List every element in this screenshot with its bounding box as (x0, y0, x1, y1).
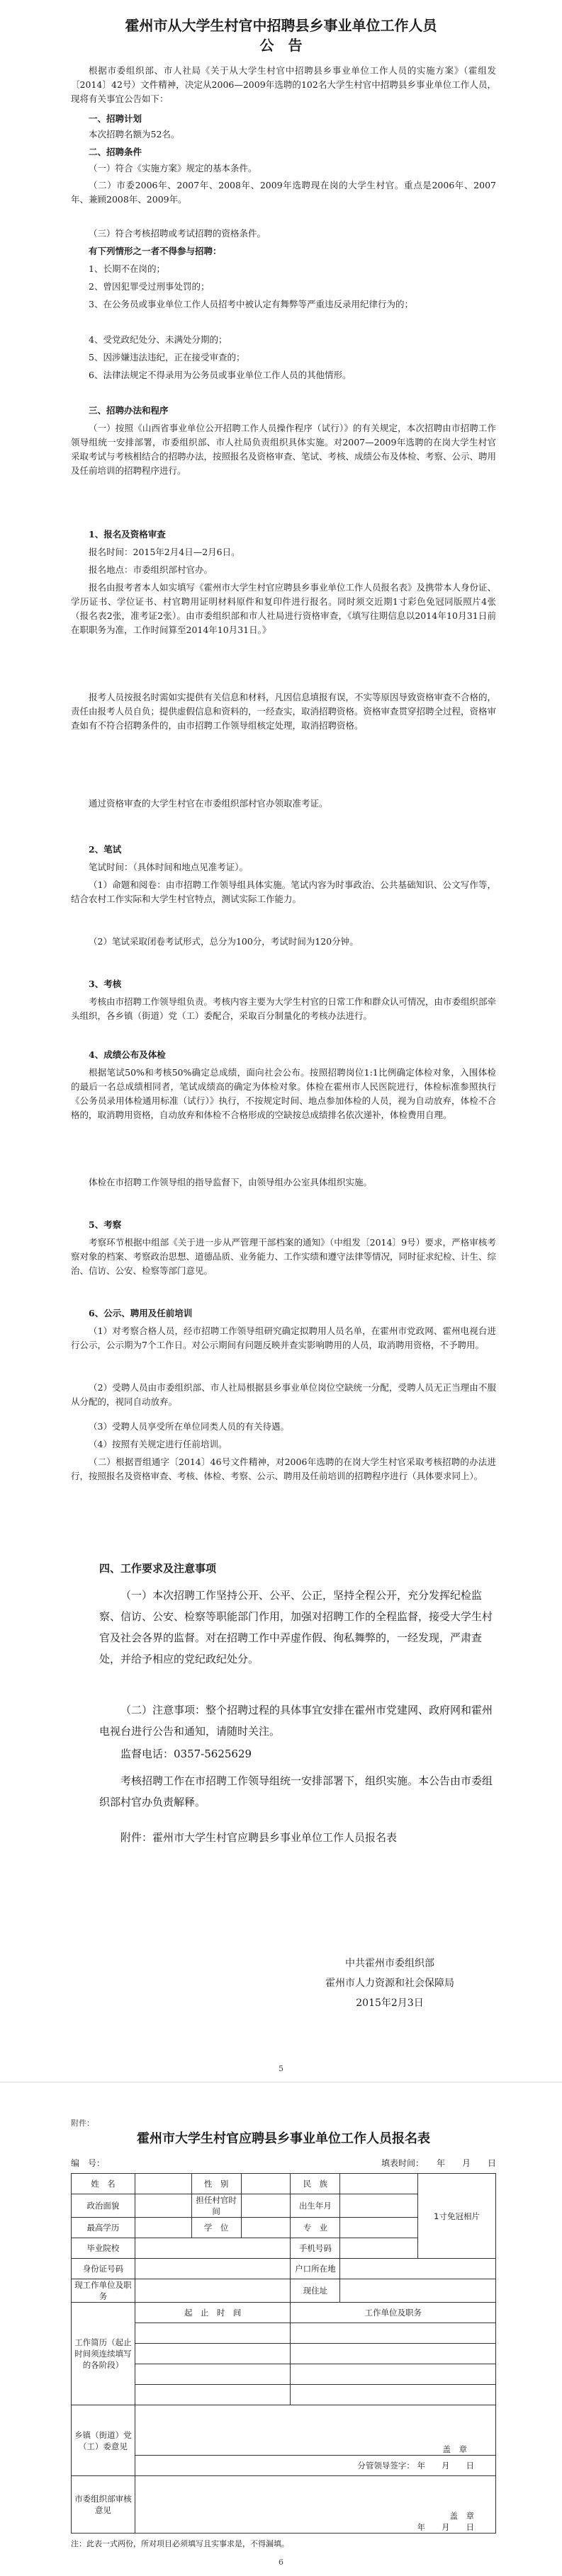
gender-field[interactable] (241, 2174, 291, 2194)
resume-unit-field[interactable] (291, 2344, 496, 2364)
intro-paragraph: 根据市委组织部、市人社局《关于从大学生村官中招聘县乡事业单位工作人员的实施方案》（霍组发〔2014〕42号）文件精神，决定从2006—2009年选聘的102名大学生村官中招聘县乡事业单位工作人员，现将有关事宜公告如下： (71, 65, 496, 104)
current-unit-label: 现工作单位及职务 (72, 2279, 135, 2303)
hukou-field[interactable] (340, 2259, 496, 2279)
s3-results-heading: 4、成绩公布及体检 (89, 1049, 166, 1060)
name-label: 姓 名 (72, 2174, 135, 2194)
start-date-field[interactable] (241, 2194, 291, 2218)
name-field[interactable] (135, 2174, 191, 2194)
s3-inspection-body: 考察环节根据中组部《关于进一步从严管理干部档案的通知》（中组发〔2014〕9号）要求，严格审核考察对象的档案、考察政治思想、道德品质、业务能力、工作实绩和遵守法律等情况，同时征求纪检、计生、综治、信访、公安、检察等部门意见。 (71, 1237, 497, 1276)
resume-label: 工作简历（起止时间须连续填写的各阶段） (72, 2303, 135, 2405)
degree-field[interactable] (241, 2218, 291, 2238)
s4-heading: 四、工作要求及注意事项 (99, 1562, 217, 1575)
mobile-label: 手机号码 (291, 2238, 340, 2259)
hukou-label: 户口所在地 (291, 2259, 340, 2279)
s4-item-2: （二）注意事项：整个招聘过程的具体事宜安排在霍州市党建网、政府网和霍州电视台进行公告和通知，请随时关注。 (99, 1704, 493, 1738)
doc-title: 霍州市从大学生村官中招聘县乡事业单位工作人员 (125, 17, 437, 34)
resume-unit-field[interactable] (291, 2364, 496, 2385)
form-attachment-prefix: 附件： (71, 2119, 94, 2128)
s3-assessment-heading: 3、考核 (89, 979, 122, 989)
unit-duty-header: 工作单位及职务 (291, 2303, 496, 2323)
school-label: 毕业院校 (72, 2238, 135, 2259)
photo-box[interactable]: 1寸免冠相片 (418, 2174, 496, 2259)
s3-registration-place: 报名地点：市委组织部村官办。 (89, 564, 213, 575)
s3-registration-process: 报名由报考者本人如实填写《霍州市大学生村官应聘县乡事业单位工作人员报名表》及携带本人身份证、学历证书、学位证书、村官聘用证明材料原件和复印件进行报名。同时须交近期1寸彩色免冠同版照片4张（报名表2张，准考证2张）。由市委组织部和市人社局进行资格审查，《填写往期信息以2014年10月31日前在职职务为准，工作时间算至2014年10月31日。》 (71, 582, 497, 635)
birth-label: 出生年月 (291, 2194, 340, 2218)
signer-org-department: 中共霍州市委组织部 (345, 1958, 434, 1969)
politics-field[interactable] (135, 2194, 191, 2218)
s2-item-3: （三）符合考核招聘或考试招聘的资格条件。 (89, 228, 266, 239)
s3-exam-format: （2）笔试采取闭卷考试形式，总分为100分，考试时间为120分钟。 (89, 936, 359, 947)
town-opinion-stamp[interactable] (135, 2405, 495, 2456)
current-unit-field[interactable] (135, 2279, 291, 2303)
s3-registration-warning: 报考人员按报名时需如实提供有关信息和材料，凡因信息填报有误，不实等原因导致资格审查不合格的，责任由报考人员自负；提供虚假信息和资料的，一经查实，取消招聘资格。资格审查贯穿招聘全过程，资格审查如有不符合招聘条件的，由市招聘工作领导组核定处理，取消招聘资格。 (71, 692, 497, 731)
s3-inspection-heading: 5、考察 (89, 1219, 122, 1230)
town-opinion-signature[interactable] (135, 2456, 495, 2476)
major-label: 专 业 (291, 2218, 340, 2238)
signing-date: 2015年2月3日 (356, 1997, 424, 2009)
s3-exam-heading: 2、笔试 (89, 844, 122, 855)
s3-exam-content: （1）命题和阅卷：由市招聘工作领导组具体实施。笔试内容为时事政治、公共基础知识、公文写作等，结合农村工作实际和大学生村官特点，测试实际工作能力。 (71, 879, 496, 904)
town-opinion-date: 年 月 日 (417, 2461, 474, 2470)
education-field[interactable] (135, 2218, 191, 2238)
politics-label: 政治面貌 (72, 2194, 135, 2218)
s4-phone: 监督电话：0357-5625629 (120, 1748, 252, 1760)
page-number-2: 6 (279, 2558, 283, 2567)
s2-exclusion-heading: 有下列情形之一者不得参与招聘： (89, 246, 222, 256)
town-opinion-label: 乡镇（街道）党（工）委意见 (72, 2405, 135, 2476)
org-stamp-label: 盖 章 (449, 2511, 474, 2521)
leader-signature-label: 分管领导签字： (357, 2461, 415, 2470)
s3-publicity-5: （二）根据晋组通字〔2014〕46号文件精神，对2006年选聘的在岗大学生村官采取考核招聘的办法进行，按照报名及资格审查、考核、体检、考察、公示、聘用及任前培训的招聘程序进行（具体要求同上）。 (71, 1457, 496, 1481)
idcard-label: 身份证号码 (72, 2259, 135, 2279)
nation-field[interactable] (340, 2174, 418, 2194)
address-label: 现住址 (291, 2279, 340, 2303)
form-date-label: 填表时间： 年 月 日 (381, 2158, 496, 2168)
s3-publicity-3: （3）受聘人员享受所在单位同类人员的有关待遇。 (89, 1421, 289, 1432)
resume-period-field[interactable] (135, 2344, 291, 2364)
s2-exclusion-6: 6、法律法规定不得录用为公务员或事业单位工作人员的其他情形。 (89, 370, 352, 380)
s3-publicity-1: （1）对考察合格人员，经市招聘工作领导组研究确定拟聘用人员名单，在霍州市党政网、霍州电视台进行公示，公示期为7个工作日。对公示期间有问题反映并查实影响聘用的人员，取消聘用资格，不予聘用。 (71, 1326, 496, 1350)
org-opinion-label: 市委组织部审核意见 (72, 2476, 135, 2534)
start-date-label: 担任村官时 间 (191, 2194, 241, 2218)
nation-label: 民 族 (291, 2174, 340, 2194)
s2-exclusion-4: 4、受党政纪处分、未满处分期的； (89, 334, 227, 345)
s4-item-1: （一）本次招聘工作坚持公开、公平、公正，坚持全程公开，充分发挥纪检监察、信访、公安、检察等职能部门作用，加强对招聘工作的全程监督，接受大学生村官及社会各界的监督。对在招聘工作中弄虚作假、徇私舞弊的，一经发现，严肃查处，并给予相应的党纪政纪处分。 (99, 1589, 493, 1665)
form-footnote: 注：此表一式两份，所对项目必须填写且实事求是，不得漏填。 (71, 2539, 289, 2548)
s3-registration-heading: 1、报名及资格审查 (89, 529, 166, 540)
s4-item-3: 考核招聘工作在市招聘工作领导组统一安排部署下，组织实施。本公告由市委组织部村官办负责解释。 (99, 1774, 493, 1808)
s2-heading: 二、招聘条件 (89, 147, 142, 157)
idcard-field[interactable] (135, 2259, 291, 2279)
org-opinion-date: 年 月 日 (417, 2522, 474, 2532)
registration-form (71, 2117, 496, 2549)
doc-subtitle: 公 告 (259, 37, 303, 54)
s3-publicity-4: （4）按照有关规定进行任前培训。 (89, 1439, 227, 1449)
school-field[interactable] (135, 2238, 291, 2259)
s2-exclusion-1: 1、长期不在岗的； (89, 263, 165, 274)
s3-heading: 三、招聘办法和程序 (89, 405, 169, 416)
page-number: 5 (279, 2064, 283, 2073)
town-stamp-label: 盖 章 (442, 2444, 467, 2454)
s2-item-1: （一）符合《实施方案》规定的基本条件。 (89, 163, 257, 173)
form-title: 霍州市大学生村官应聘县乡事业单位工作人员报名表 (137, 2131, 430, 2146)
resume-period-field[interactable] (135, 2323, 291, 2344)
form-number-label: 编 号： (71, 2158, 106, 2168)
s2-exclusion-5: 5、因涉嫌违法违纪，正在接受审查的； (89, 352, 245, 363)
s3-overview: （一）按照《山西省事业单位公开招聘工作人员操作程序（试行）》的有关规定，本次招聘由市招聘工作领导组统一安排部署，市委组织部、市人社局负责组织具体实施。对2007—2009年选聘的在岗大学生村官采取考试与考核相结合的招聘办法，按照报名及资格审查、笔试、考核、成绩公布及体检、考察、公示、聘用及任前培训的招聘程序进行。 (71, 423, 497, 476)
s3-registration-ticket: 通过资格审查的大学生村官在市委组织部村官办领取准考证。 (89, 798, 328, 809)
form-header-row (71, 2157, 496, 2169)
gender-label: 性 别 (191, 2174, 241, 2194)
s2-exclusion-3: 3、在公务员或事业单位工作人员招考中被认定有舞弊等严重违反录用纪律行为的； (89, 299, 413, 309)
s3-publicity-heading: 6、公示、聘用及任前培训 (89, 1308, 193, 1318)
s3-exam-time: 笔试时间：（具体时间和地点见准考证）。 (89, 862, 249, 872)
degree-label: 学 位 (191, 2218, 241, 2238)
resume-period-field[interactable] (135, 2364, 291, 2385)
s3-registration-time: 报名时间：2015年2月4日—2月6日。 (89, 547, 240, 557)
birth-field[interactable] (340, 2194, 418, 2218)
resume-unit-field[interactable] (291, 2385, 496, 2405)
major-field[interactable] (340, 2218, 418, 2238)
mobile-field[interactable] (340, 2238, 418, 2259)
org-opinion-field[interactable] (135, 2476, 495, 2534)
s3-publicity-2: （2）受聘人员由市委组织部、市人社局根据县乡事业单位岗位空缺统一分配，受聘人员无正当理由不服从分配的，视同自动放弃。 (71, 1382, 496, 1407)
s1-body: 本次招聘名额为52名。 (89, 129, 180, 139)
s3-results-supervision: 体检在市招聘工作领导组的指导监督下，由领导组办公室具体组织实施。 (89, 1177, 373, 1187)
resume-period-field[interactable] (135, 2385, 291, 2405)
registration-table (71, 2173, 496, 2534)
period-header: 起 止 时 间 (135, 2303, 291, 2323)
address-field[interactable] (340, 2279, 496, 2303)
s3-results-body: 根据笔试50%和考核50%确定总成绩，面向社会公布。按照招聘岗位1:1比例确定体检对象，入围体检的最后一名总成绩相同者，笔试成绩高的确定为体检对象。体检在霍州市人民医院进行，体检标准参照执行《公务员录用体检通用标准（试行）》执行，不按规定时间、地点参加体检的人员，视为自动放弃，体检不合格的，取消聘用资格，自动放弃和体检不合格形成的空缺按总成绩排名依次递补，体检费用自理。 (71, 1067, 496, 1120)
resume-unit-field[interactable] (291, 2323, 496, 2344)
s2-exclusion-2: 2、曾因犯罪受过刑事处罚的； (89, 281, 210, 292)
s1-heading: 一、招聘计划 (89, 113, 142, 124)
education-label: 最高学历 (72, 2218, 135, 2238)
signer-hr-bureau: 霍州市人力资源和社会保障局 (325, 1978, 454, 1989)
attachment-note: 附件：霍州市大学生村官应聘县乡事业单位工作人员报名表 (120, 1831, 398, 1844)
s2-item-2: （二）市委2006年、2007年、2008年、2009年选聘现在岗的大学生村官。重点是2006年、2007年、兼顾2008年、2009年。 (71, 180, 496, 205)
s3-assessment-body: 考核由市招聘工作领导组负责。考核内容主要为大学生村官的日常工作和群众认可情况，由市委组织部牵头组织，各乡镇（街道）党（工）委配合，采取百分制量化的考核办法进行。 (71, 996, 497, 1021)
